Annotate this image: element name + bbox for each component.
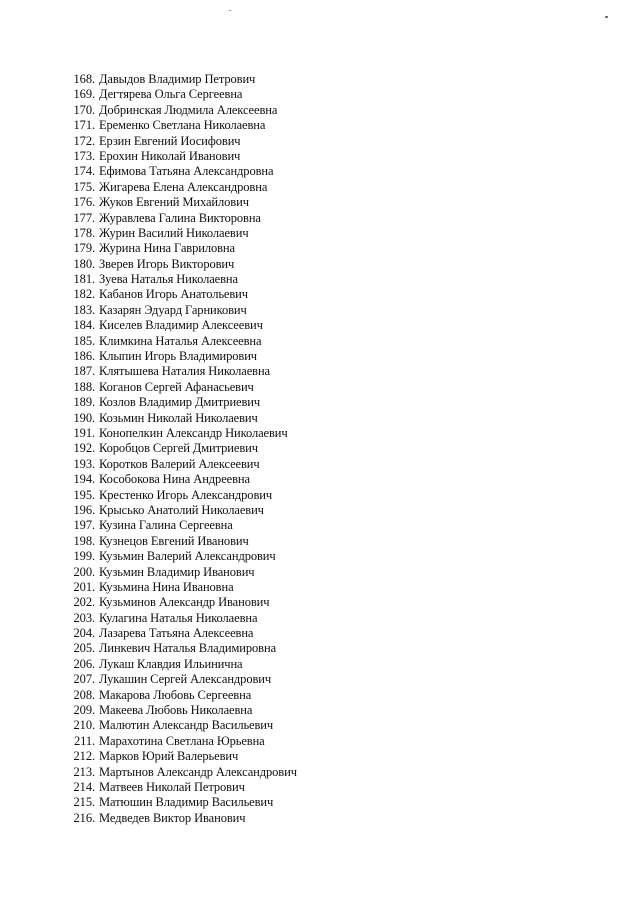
entry-number: 199. <box>73 549 95 564</box>
list-item <box>60 257 297 272</box>
entry-name: Жигарева Елена Александровна <box>99 179 268 194</box>
entry-name: Лукаш Клавдия Ильинична <box>99 656 243 671</box>
list-item <box>60 780 297 795</box>
entry-name: Кузьмин Валерий Александрович <box>99 549 276 564</box>
entry-number: 190. <box>73 410 95 425</box>
entry-name: Журин Василий Николаевич <box>99 225 249 240</box>
list-item <box>60 118 297 133</box>
entry-name: Макеева Любовь Николаевна <box>99 703 253 718</box>
list-item <box>60 303 297 318</box>
entry-name: Зуева Наталья Николаевна <box>99 272 238 287</box>
entry-name: Коганов Сергей Афанасьевич <box>99 379 254 394</box>
entry-name: Кособокова Нина Андреевна <box>99 472 250 487</box>
entry-name: Мартынов Александр Александрович <box>99 764 297 779</box>
entry-name: Кузина Галина Сергеевна <box>99 518 233 533</box>
entry-number: 184. <box>73 318 95 333</box>
entry-number: 169. <box>73 87 95 102</box>
entry-name: Журина Нина Гавриловна <box>99 241 235 256</box>
list-item <box>60 426 297 441</box>
entry-number: 212. <box>73 749 95 764</box>
list-item <box>60 795 297 810</box>
list-item <box>60 734 297 749</box>
name-list <box>60 72 297 826</box>
list-item <box>60 395 297 410</box>
list-item <box>60 518 297 533</box>
entry-name: Крестенко Игорь Александрович <box>99 487 273 502</box>
entry-number: 201. <box>73 579 95 594</box>
entry-name: Зверев Игорь Викторович <box>99 256 235 271</box>
entry-name: Журавлева Галина Викторовна <box>99 210 261 225</box>
list-item <box>60 164 297 179</box>
list-item <box>60 87 297 102</box>
list-item <box>60 441 297 456</box>
entry-name: Еременко Светлана Николаевна <box>99 118 266 133</box>
entry-number: 204. <box>73 626 95 641</box>
list-item <box>60 272 297 287</box>
list-item <box>60 688 297 703</box>
entry-number: 216. <box>73 810 95 825</box>
entry-number: 202. <box>73 595 95 610</box>
entry-number: 195. <box>73 487 95 502</box>
list-item <box>60 72 297 87</box>
entry-number: 198. <box>73 533 95 548</box>
entry-number: 173. <box>73 148 95 163</box>
list-item <box>60 765 297 780</box>
entry-name: Ефимова Татьяна Александровна <box>99 164 274 179</box>
entry-name: Малютин Александр Васильевич <box>99 718 274 733</box>
entry-number: 174. <box>73 164 95 179</box>
entry-number: 185. <box>73 333 95 348</box>
list-item <box>60 749 297 764</box>
entry-name: Матвеев Николай Петрович <box>99 779 245 794</box>
entry-name: Коробцов Сергей Дмитриевич <box>99 441 258 456</box>
scan-speck <box>229 10 231 11</box>
entry-number: 214. <box>73 779 95 794</box>
entry-name: Кузьминов Александр Иванович <box>99 595 270 610</box>
list-item <box>60 703 297 718</box>
list-item <box>60 672 297 687</box>
list-item <box>60 657 297 672</box>
entry-name: Кабанов Игорь Анатольевич <box>99 287 248 302</box>
entry-name: Медведев Виктор Иванович <box>99 810 246 825</box>
entry-number: 178. <box>73 225 95 240</box>
entry-number: 183. <box>73 302 95 317</box>
list-item <box>60 287 297 302</box>
entry-name: Ерзин Евгений Иосифович <box>99 133 241 148</box>
list-item <box>60 134 297 149</box>
entry-name: Конопелкин Александр Николаевич <box>99 425 288 440</box>
list-item <box>60 457 297 472</box>
entry-name: Казарян Эдуард Гарникович <box>99 302 247 317</box>
list-item <box>60 334 297 349</box>
entry-number: 175. <box>73 179 95 194</box>
entry-name: Киселев Владимир Алексеевич <box>99 318 263 333</box>
list-item <box>60 411 297 426</box>
entry-name: Макарова Любовь Сергеевна <box>99 687 252 702</box>
entry-number: 207. <box>73 672 95 687</box>
entry-name: Марахотина Светлана Юрьевна <box>99 733 265 748</box>
list-item <box>60 595 297 610</box>
entry-number: 196. <box>73 502 95 517</box>
entry-name: Козьмин Николай Николаевич <box>99 410 258 425</box>
entry-number: 181. <box>73 272 95 287</box>
entry-number: 210. <box>73 718 95 733</box>
list-item <box>60 103 297 118</box>
entry-number: 191. <box>73 425 95 440</box>
entry-number: 211. <box>73 733 95 748</box>
entry-name: Кузьмина Нина Ивановна <box>99 579 234 594</box>
entry-number: 209. <box>73 703 95 718</box>
entry-name: Кулагина Наталья Николаевна <box>99 610 258 625</box>
list-item <box>60 241 297 256</box>
entry-name: Лазарева Татьяна Алексеевна <box>99 626 254 641</box>
entry-number: 194. <box>73 472 95 487</box>
list-item <box>60 349 297 364</box>
list-item <box>60 565 297 580</box>
entry-name: Козлов Владимир Дмитриевич <box>99 395 261 410</box>
entry-number: 213. <box>73 764 95 779</box>
entry-number: 200. <box>73 564 95 579</box>
entry-number: 188. <box>73 379 95 394</box>
entry-name: Клыпин Игорь Владимирович <box>99 349 257 364</box>
list-item <box>60 195 297 210</box>
entry-number: 171. <box>73 118 95 133</box>
entry-number: 203. <box>73 610 95 625</box>
entry-number: 206. <box>73 656 95 671</box>
list-item <box>60 488 297 503</box>
entry-number: 168. <box>73 72 95 86</box>
entry-number: 215. <box>73 795 95 810</box>
entry-number: 177. <box>73 210 95 225</box>
list-item <box>60 180 297 195</box>
list-item <box>60 380 297 395</box>
entry-number: 189. <box>73 395 95 410</box>
entry-name: Клятышева Наталия Николаевна <box>99 364 271 379</box>
list-item <box>60 149 297 164</box>
entry-name: Линкевич Наталья Владимировна <box>99 641 277 656</box>
list-item <box>60 549 297 564</box>
entry-name: Матюшин Владимир Васильевич <box>99 795 274 810</box>
list-item <box>60 811 297 826</box>
entry-name: Кузьмин Владимир Иванович <box>99 564 255 579</box>
entry-number: 205. <box>73 641 95 656</box>
entry-number: 193. <box>73 456 95 471</box>
entry-name: Климкина Наталья Алексеевна <box>99 333 262 348</box>
entry-name: Коротков Валерий Алексеевич <box>99 456 260 471</box>
entry-name: Крысько Анатолий Николаевич <box>99 502 264 517</box>
entry-name: Марков Юрий Валерьевич <box>99 749 239 764</box>
list-item <box>60 641 297 656</box>
entry-name: Давыдов Владимир Петрович <box>99 72 256 86</box>
list-item <box>60 718 297 733</box>
list-item <box>60 611 297 626</box>
list-item <box>60 364 297 379</box>
list-item <box>60 580 297 595</box>
list-item <box>60 626 297 641</box>
entry-name: Ерохин Николай Иванович <box>99 148 241 163</box>
entry-name: Лукашин Сергей Александрович <box>99 672 272 687</box>
list-item <box>60 472 297 487</box>
entry-number: 179. <box>73 241 95 256</box>
entry-number: 197. <box>73 518 95 533</box>
entry-name: Жуков Евгений Михайлович <box>99 195 249 210</box>
entry-name: Дегтярева Ольга Сергеевна <box>99 87 243 102</box>
list-item <box>60 226 297 241</box>
entry-number: 192. <box>73 441 95 456</box>
entry-number: 180. <box>73 256 95 271</box>
entry-number: 186. <box>73 349 95 364</box>
entry-number: 187. <box>73 364 95 379</box>
entry-name: Кузнецов Евгений Иванович <box>99 533 249 548</box>
entry-number: 176. <box>73 195 95 210</box>
list-item <box>60 503 297 518</box>
scan-speck <box>605 16 608 18</box>
list-item <box>60 318 297 333</box>
list-item <box>60 534 297 549</box>
entry-number: 208. <box>73 687 95 702</box>
entry-name: Добринская Людмила Алексеевна <box>99 102 278 117</box>
entry-number: 172. <box>73 133 95 148</box>
list-item <box>60 211 297 226</box>
entry-number: 170. <box>73 102 95 117</box>
entry-number: 182. <box>73 287 95 302</box>
